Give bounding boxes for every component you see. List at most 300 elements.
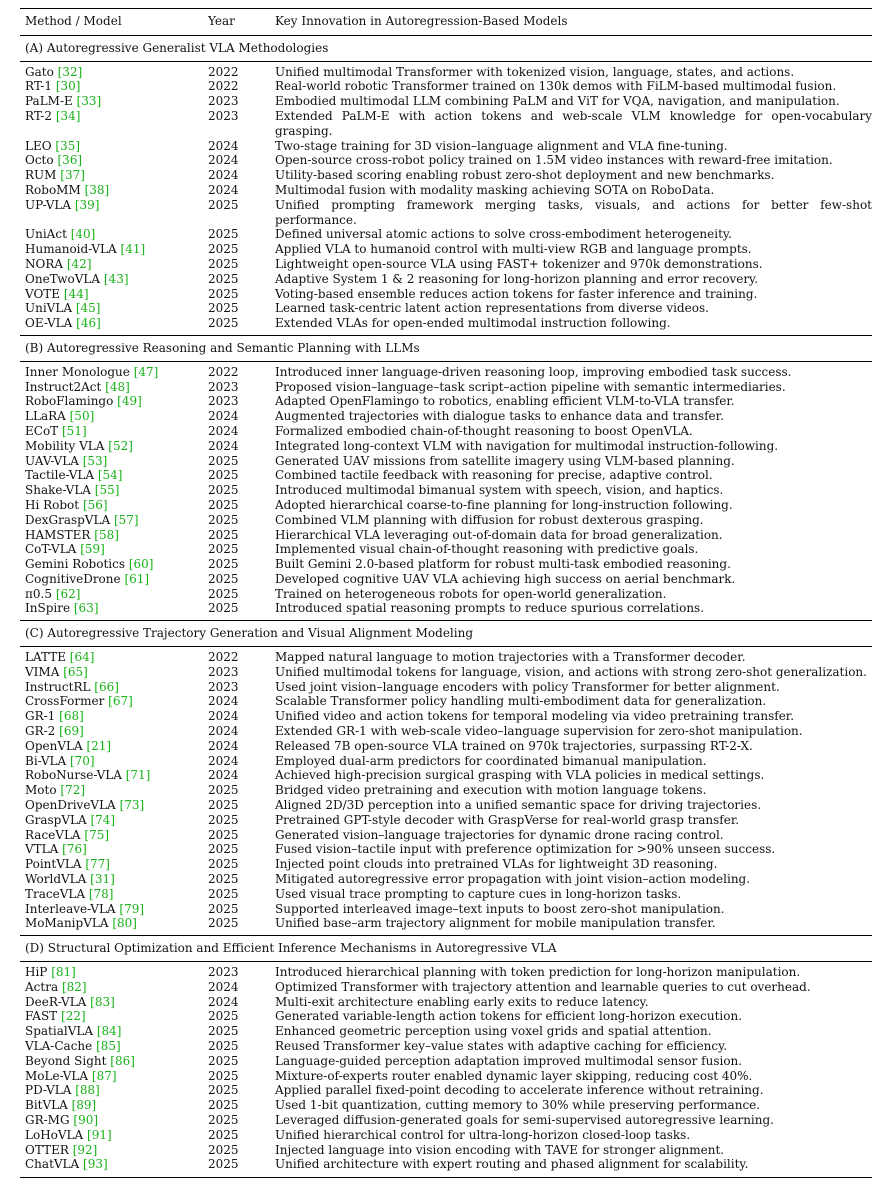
year-cell: 2025 <box>208 571 239 586</box>
citation-link[interactable]: [49] <box>117 394 142 409</box>
innovation-cell: Adopted hierarchical coarse-to-fine planning for long-instruction following. <box>275 497 733 512</box>
citation-link[interactable]: [59] <box>80 542 105 557</box>
innovation-cell: Learned task-centric latent action representations from diverse videos. <box>275 301 709 316</box>
table-row <box>20 301 872 316</box>
innovation-cell: Unified base–arm trajectory alignment for mobile manipulation transfer. <box>275 916 716 931</box>
model-cell <box>20 1157 203 1177</box>
model-cell <box>20 1128 203 1143</box>
citation-link[interactable]: [52] <box>108 438 133 453</box>
year-cell: 2024 <box>208 694 239 709</box>
model-cell <box>20 902 203 917</box>
model-cell <box>20 1039 203 1054</box>
citation-link[interactable]: [85] <box>96 1039 121 1053</box>
model-name: ECoT <box>25 423 59 438</box>
model-cell <box>20 962 203 980</box>
year-cell: 2025 <box>208 1009 239 1024</box>
table-row <box>20 601 872 620</box>
model-cell <box>20 139 203 154</box>
citation-link[interactable]: [77] <box>85 857 110 872</box>
innovation-cell: Used 1-bit quantization, cutting memory to 30% while preserving performance. <box>275 1098 761 1113</box>
model-cell <box>20 587 203 602</box>
year-cell: 2025 <box>208 872 239 887</box>
model-cell <box>20 665 203 680</box>
year-cell: 2025 <box>208 916 239 931</box>
table-header <box>20 9 872 36</box>
citation-link[interactable]: [57] <box>113 512 139 527</box>
table-row <box>20 587 872 602</box>
innovation-cell: Defined universal atomic actions to solve cross-embodiment heterogeneity. <box>275 227 732 242</box>
table-section <box>20 621 872 936</box>
citation-link[interactable]: [21] <box>86 738 112 753</box>
citation-link[interactable]: [42] <box>66 256 92 271</box>
model-cell <box>20 301 203 316</box>
citation-link[interactable]: [62] <box>55 586 81 601</box>
citation-link[interactable]: [50] <box>69 409 95 424</box>
table-row <box>20 962 872 980</box>
table-row <box>20 680 872 695</box>
table-row <box>20 754 872 769</box>
table-row <box>20 1113 872 1128</box>
innovation-cell: Bridged video pretraining and execution with motion language tokens. <box>275 783 707 798</box>
citation-link[interactable]: [53] <box>82 453 108 468</box>
model-name: UniAct <box>25 227 67 242</box>
model-cell <box>20 109 203 139</box>
innovation-cell: Applied VLA to humanoid control with multi-view RGB and language prompts. <box>275 242 752 257</box>
model-cell <box>20 754 203 769</box>
citation-link[interactable]: [87] <box>91 1068 117 1083</box>
model-cell <box>20 798 203 813</box>
citation-link[interactable]: [45] <box>75 301 101 316</box>
table-row <box>20 198 872 228</box>
citation-link[interactable]: [54] <box>97 468 123 483</box>
table-row <box>20 1083 872 1098</box>
section-title: (B) Autoregressive Reasoning and Semantic Planning with LLMs <box>20 335 872 361</box>
citation-link[interactable]: [36] <box>57 153 83 168</box>
table-row <box>20 694 872 709</box>
model-name: RT-2 <box>25 108 52 123</box>
table-row <box>20 168 872 183</box>
innovation-cell: Formalized embodied chain-of-thought reasoning to boost OpenVLA. <box>275 423 693 438</box>
year-cell: 2025 <box>208 901 239 916</box>
citation-link[interactable]: [88] <box>75 1083 100 1098</box>
citation-link[interactable]: [63] <box>73 601 99 616</box>
year-cell: 2024 <box>208 153 239 168</box>
table-row <box>20 665 872 680</box>
innovation-cell: Introduced spatial reasoning prompts to reduce spurious correlations. <box>275 601 705 616</box>
year-cell: 2025 <box>208 798 239 813</box>
citation-link[interactable]: [33] <box>76 94 102 109</box>
innovation-cell: Used joint vision–language encoders with policy Transformer for better alignment. <box>275 679 780 694</box>
innovation-cell: Proposed vision–language–task script–action pipeline with semantic intermediaries. <box>275 379 786 394</box>
model-name: FAST <box>25 1009 58 1024</box>
section-header-row <box>20 936 872 962</box>
year-cell: 2024 <box>208 753 239 768</box>
citation-link[interactable]: [84] <box>96 1024 122 1039</box>
table-row <box>20 980 872 995</box>
model-cell <box>20 542 203 557</box>
model-cell <box>20 768 203 783</box>
model-name: π0.5 <box>25 586 52 601</box>
model-cell <box>20 498 203 513</box>
year-cell: 2023 <box>208 394 239 409</box>
model-name: VIMA <box>25 664 60 679</box>
model-cell <box>20 872 203 887</box>
citation-link[interactable]: [60] <box>128 557 154 572</box>
table-row <box>20 872 872 887</box>
year-cell: 2025 <box>208 1039 239 1053</box>
citation-link[interactable]: [34] <box>55 108 81 123</box>
model-name: LATTE <box>25 650 66 665</box>
innovation-cell: Mitigated autoregressive error propagation with joint vision–action modeling. <box>275 872 751 887</box>
table-row <box>20 724 872 739</box>
table-row <box>20 739 872 754</box>
citation-link[interactable]: [83] <box>90 994 115 1009</box>
table-row <box>20 94 872 109</box>
model-cell <box>20 439 203 454</box>
citation-link[interactable]: [91] <box>87 1127 112 1142</box>
year-cell: 2025 <box>208 857 239 872</box>
header-model: Method / Model <box>20 9 203 36</box>
model-cell <box>20 272 203 287</box>
table-row <box>20 287 872 302</box>
year-cell: 2024 <box>208 724 239 739</box>
year-cell: 2024 <box>208 138 239 153</box>
table-row <box>20 557 872 572</box>
citation-link[interactable]: [58] <box>94 527 119 542</box>
innovation-cell: Utility-based scoring enabling robust zero-shot deployment and new benchmarks. <box>275 168 775 183</box>
citation-link[interactable]: [31] <box>90 872 115 887</box>
table-row <box>20 1069 872 1084</box>
model-name: Shake-VLA <box>25 483 91 498</box>
table-row <box>20 394 872 409</box>
model-name: Gato <box>25 64 54 79</box>
table-row <box>20 109 872 139</box>
table-row <box>20 498 872 513</box>
table-row <box>20 768 872 783</box>
citation-link[interactable]: [69] <box>59 724 84 739</box>
model-name: VLA-Cache <box>25 1039 93 1053</box>
year-cell: 2025 <box>208 586 239 601</box>
table-row <box>20 409 872 424</box>
model-cell <box>20 828 203 843</box>
model-name: NORA <box>25 256 64 271</box>
model-cell <box>20 694 203 709</box>
innovation-cell: Augmented trajectories with dialogue tasks to enhance data and transfer. <box>275 409 724 424</box>
innovation-cell: Extended GR-1 with web-scale video–language supervision for zero-shot manipulation. <box>275 724 803 739</box>
year-cell: 2025 <box>208 512 239 527</box>
model-name: OpenDriveVLA <box>25 798 116 813</box>
year-cell: 2025 <box>208 783 239 798</box>
model-cell <box>20 709 203 724</box>
innovation-cell: Introduced multimodal bimanual system with speech, vision, and haptics. <box>275 483 724 498</box>
year-cell: 2025 <box>208 256 239 271</box>
year-cell: 2025 <box>208 1098 239 1113</box>
table-row <box>20 542 872 557</box>
citation-link[interactable]: [39] <box>74 197 100 212</box>
model-cell <box>20 168 203 183</box>
citation-link[interactable]: [55] <box>94 483 120 498</box>
year-cell: 2025 <box>208 497 239 512</box>
citation-link[interactable]: [93] <box>83 1157 108 1172</box>
model-name: UAV-VLA <box>25 453 79 468</box>
citation-link[interactable]: [67] <box>108 694 133 709</box>
table-row <box>20 798 872 813</box>
year-cell: 2025 <box>208 527 239 542</box>
innovation-cell: Multimodal fusion with modality masking achieving SOTA on RoboData. <box>275 182 715 197</box>
innovation-cell: Two-stage training for 3D vision–language alignment and VLA fine-tuning. <box>275 138 728 153</box>
year-cell: 2022 <box>208 364 239 379</box>
innovation-cell: Mixture-of-experts router enabled dynamic layer skipping, reducing cost 40%. <box>275 1068 753 1083</box>
citation-link[interactable]: [38] <box>84 182 110 197</box>
model-cell <box>20 454 203 469</box>
section-title: (C) Autoregressive Trajectory Generation and Visual Alignment Modeling <box>20 621 872 647</box>
model-name: SpatialVLA <box>25 1024 94 1039</box>
year-cell: 2024 <box>208 994 239 1009</box>
year-cell: 2025 <box>208 1068 239 1083</box>
innovation-cell: Multi-exit architecture enabling early exits to reduce latency. <box>275 994 649 1009</box>
model-cell <box>20 483 203 498</box>
model-name: OTTER <box>25 1142 69 1157</box>
innovation-cell: Introduced hierarchical planning with token prediction for long-horizon manipulation. <box>275 965 801 980</box>
citation-link[interactable]: [51] <box>62 423 87 438</box>
citation-link[interactable]: [82] <box>61 979 87 994</box>
citation-link[interactable]: [46] <box>76 316 101 331</box>
year-cell: 2025 <box>208 1127 239 1142</box>
table-row <box>20 183 872 198</box>
model-name: HAMSTER <box>25 527 91 542</box>
innovation-cell: Real-world robotic Transformer trained on 130k demos with FiLM-based multimodal fusion. <box>275 79 837 94</box>
table-section <box>20 35 872 335</box>
model-cell <box>20 242 203 257</box>
model-cell <box>20 94 203 109</box>
model-name: RoboNurse-VLA <box>25 768 122 783</box>
innovation-cell: Generated vision–language trajectories for dynamic drone racing control. <box>275 827 724 842</box>
model-cell <box>20 380 203 395</box>
innovation-cell: Employed dual-arm predictors for coordinated bimanual manipulation. <box>275 753 707 768</box>
citation-link[interactable]: [92] <box>72 1142 98 1157</box>
citation-link[interactable]: [37] <box>60 168 85 183</box>
table-row <box>20 61 872 79</box>
year-cell: 2025 <box>208 468 239 483</box>
citation-link[interactable]: [72] <box>60 783 86 798</box>
citation-link[interactable]: [44] <box>63 286 89 301</box>
model-name: PaLM-E <box>25 94 73 109</box>
model-cell <box>20 153 203 168</box>
model-cell <box>20 980 203 995</box>
innovation-cell: Used visual trace prompting to capture cues in long-horizon tasks. <box>275 886 682 901</box>
model-name: Mobility VLA <box>25 438 105 453</box>
model-name: Hi Robot <box>25 497 80 512</box>
citation-link[interactable]: [78] <box>88 886 114 901</box>
innovation-cell: Integrated long-context VLM with navigation for multimodal instruction-following. <box>275 438 779 453</box>
model-name: MoManipVLA <box>25 916 109 931</box>
citation-link[interactable]: [48] <box>105 379 130 394</box>
model-cell <box>20 887 203 902</box>
citation-link[interactable]: [81] <box>51 965 76 980</box>
year-cell: 2022 <box>208 64 239 79</box>
year-cell: 2025 <box>208 197 239 212</box>
table-row <box>20 857 872 872</box>
model-name: VOTE <box>25 286 61 301</box>
table-row <box>20 272 872 287</box>
citation-link[interactable]: [22] <box>61 1009 86 1024</box>
model-name: Instruct2Act <box>25 379 102 394</box>
year-cell: 2025 <box>208 286 239 301</box>
innovation-cell: Built Gemini 2.0-based platform for robust multi-task embodied reasoning. <box>275 557 731 572</box>
year-cell: 2025 <box>208 827 239 842</box>
year-cell: 2025 <box>208 301 239 316</box>
citation-link[interactable]: [66] <box>94 679 119 694</box>
citation-link[interactable]: [43] <box>103 271 129 286</box>
model-cell <box>20 783 203 798</box>
innovation-cell: Language-guided perception adaptation improved multimodal sensor fusion. <box>275 1053 743 1068</box>
citation-link[interactable]: [61] <box>124 571 150 586</box>
model-name: Inner Monologue <box>25 364 130 379</box>
citation-link[interactable]: [89] <box>71 1098 97 1113</box>
table-row <box>20 1009 872 1024</box>
model-name: Moto <box>25 783 57 798</box>
year-cell: 2024 <box>208 182 239 197</box>
citation-link[interactable]: [74] <box>90 812 116 827</box>
table-row <box>20 842 872 857</box>
year-cell: 2023 <box>208 965 239 980</box>
table-row <box>20 139 872 154</box>
citation-link[interactable]: [75] <box>84 827 110 842</box>
table-row <box>20 380 872 395</box>
model-name: CrossFormer <box>25 694 105 709</box>
model-cell <box>20 361 203 379</box>
model-name: RT-1 <box>25 79 52 94</box>
innovation-cell: Unified architecture with expert routing and phased alignment for scalability. <box>270 1157 872 1177</box>
innovation-cell: Embodied multimodal LLM combining PaLM and ViT for VQA, navigation, and manipulation. <box>275 94 840 109</box>
innovation-cell: Reused Transformer key–value states with adaptive caching for efficiency. <box>275 1039 728 1053</box>
model-name: LLaRA <box>25 409 66 424</box>
citation-link[interactable]: [41] <box>120 242 146 257</box>
citation-link[interactable]: [79] <box>119 901 145 916</box>
year-cell: 2024 <box>208 168 239 183</box>
model-name: GR-1 <box>25 709 56 724</box>
innovation-cell: Enhanced geometric perception using voxel grids and spatial attention. <box>275 1024 712 1039</box>
model-cell <box>20 572 203 587</box>
model-cell <box>20 79 203 94</box>
table-row <box>20 1098 872 1113</box>
innovation-cell: Developed cognitive UAV VLA achieving high success on aerial benchmark. <box>275 571 736 586</box>
citation-link[interactable]: [30] <box>55 79 81 94</box>
table-row <box>20 783 872 798</box>
year-cell: 2025 <box>208 453 239 468</box>
model-name: ChatVLA <box>25 1157 80 1172</box>
model-cell <box>20 227 203 242</box>
model-name: Humanoid-VLA <box>25 242 117 257</box>
table-row <box>20 242 872 257</box>
table-row <box>20 1157 872 1177</box>
year-cell: 2024 <box>208 438 239 453</box>
model-name: LoHoVLA <box>25 1127 84 1142</box>
table-row <box>20 828 872 843</box>
innovation-cell: Trained on heterogeneous robots for open-world generalization. <box>275 586 667 601</box>
model-cell <box>20 409 203 424</box>
model-cell <box>20 842 203 857</box>
year-cell: 2025 <box>208 227 239 242</box>
innovation-cell: Voting-based ensemble reduces action tokens for faster inference and training. <box>275 286 758 301</box>
year-cell: 2023 <box>208 108 239 123</box>
year-cell: 2025 <box>203 1157 270 1177</box>
citation-link[interactable]: [35] <box>55 138 81 153</box>
innovation-cell: Scalable Transformer policy handling multi-embodiment data for generalization. <box>275 694 767 709</box>
model-name: OpenVLA <box>25 738 83 753</box>
citation-link[interactable]: [64] <box>69 650 95 665</box>
year-cell: 2022 <box>208 79 239 94</box>
citation-link[interactable]: [73] <box>119 798 145 813</box>
innovation-cell: Implemented visual chain-of-thought reasoning with predictive goals. <box>275 542 699 557</box>
model-cell <box>20 647 203 665</box>
model-name: VTLA <box>25 842 59 857</box>
citation-link[interactable]: [86] <box>110 1053 135 1068</box>
model-cell <box>20 857 203 872</box>
model-cell <box>20 316 203 335</box>
model-name: RUM <box>25 168 57 183</box>
citation-link[interactable]: [65] <box>63 664 88 679</box>
citation-link[interactable]: [40] <box>70 227 96 242</box>
model-name: GR-MG <box>25 1112 70 1127</box>
model-name: Interleave-VLA <box>25 901 116 916</box>
innovation-cell: Lightweight open-source VLA using FAST+ tokenizer and 970k demonstrations. <box>275 256 763 271</box>
year-cell: 2023 <box>208 664 239 679</box>
citation-link[interactable]: [47] <box>133 364 159 379</box>
year-cell: 2025 <box>208 886 239 901</box>
citation-link[interactable]: [80] <box>112 916 137 931</box>
model-cell <box>20 1024 203 1039</box>
citation-link[interactable]: [70] <box>69 753 95 768</box>
model-name: UP-VLA <box>25 197 72 212</box>
table-row <box>20 513 872 528</box>
citation-link[interactable]: [32] <box>57 64 83 79</box>
header-innovation: Key Innovation in Autoregression-Based Models <box>270 9 872 36</box>
innovation-cell: Injected language into vision encoding with TAVE for stronger alignment. <box>275 1142 725 1157</box>
model-name: Actra <box>25 979 59 994</box>
citation-link[interactable]: [71] <box>125 768 151 783</box>
model-name: InstructRL <box>25 679 91 694</box>
citation-link[interactable]: [76] <box>62 842 87 857</box>
model-name: OE-VLA <box>25 316 73 331</box>
model-name: Beyond Sight <box>25 1053 107 1068</box>
model-cell <box>20 813 203 828</box>
table-row <box>20 483 872 498</box>
model-name: Tactile-VLA <box>25 468 95 483</box>
model-cell <box>20 557 203 572</box>
model-name: RoboMM <box>25 182 81 197</box>
citation-link[interactable]: [68] <box>59 709 84 724</box>
year-cell: 2023 <box>208 94 239 109</box>
innovation-cell: Achieved high-precision surgical grasping with VLA policies in medical settings. <box>275 768 765 783</box>
model-cell <box>20 528 203 543</box>
model-cell <box>20 1009 203 1024</box>
table-row <box>20 1143 872 1158</box>
table-row <box>20 361 872 379</box>
model-name: GR-2 <box>25 724 56 739</box>
model-cell <box>20 257 203 272</box>
innovation-cell: Adapted OpenFlamingo to robotics, enabling efficient VLM-to-VLA transfer. <box>275 394 735 409</box>
table-row <box>20 647 872 665</box>
citation-link[interactable]: [90] <box>73 1112 99 1127</box>
model-table <box>20 8 872 1178</box>
citation-link[interactable]: [56] <box>82 497 108 512</box>
model-cell <box>20 513 203 528</box>
table-row <box>20 887 872 902</box>
innovation-cell: Extended VLAs for open-ended multimodal instruction following. <box>275 316 671 331</box>
year-cell: 2022 <box>208 650 239 665</box>
year-cell: 2025 <box>208 812 239 827</box>
